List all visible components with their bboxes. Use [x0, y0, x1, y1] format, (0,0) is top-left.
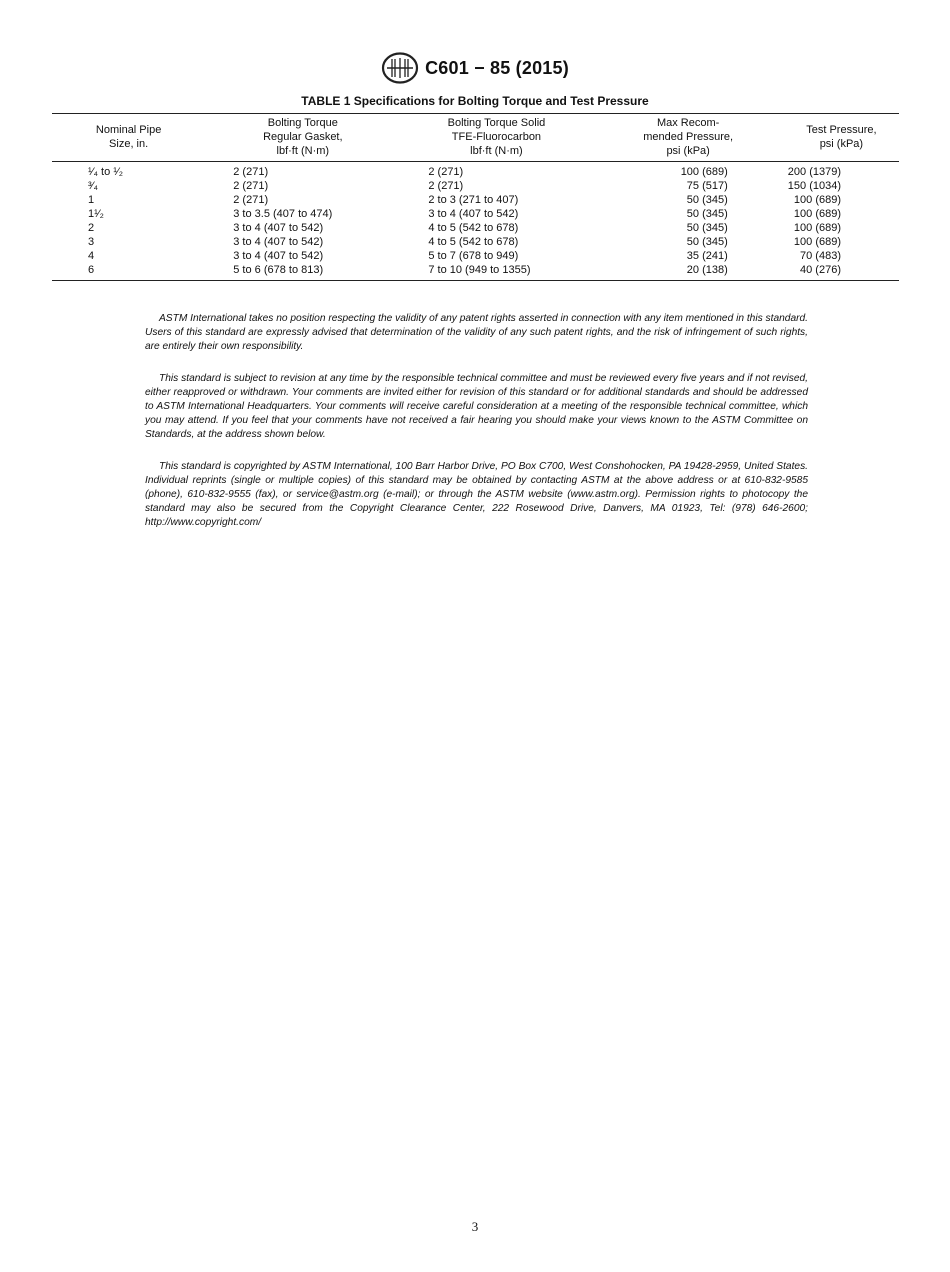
- column-header: Nominal Pipe Size, in.: [95, 124, 162, 150]
- table-row: [52, 221, 899, 235]
- table-cell: 50 (345): [686, 194, 728, 206]
- table-cell: 100 (689): [680, 166, 728, 178]
- table-cell: 40 (276): [800, 264, 841, 276]
- table-cell: 150 (1034): [787, 180, 841, 192]
- table-cell: 200 (1379): [787, 166, 841, 178]
- table-cell: 3 to 4 (407 to 542): [428, 208, 519, 220]
- table-cell: 4: [88, 250, 95, 262]
- table-cell: 4 to 5 (542 to 678): [428, 236, 519, 248]
- table-cell: ³⁄₄: [88, 180, 98, 192]
- copyright-notice: This standard is copyrighted by ASTM International, 100 Barr Harbor Drive, PO Box C700, West Conshohocken, PA 19428-2959, United States. Individual reprints (single or multiple copies) of this standard may be obtained by contacting ASTM at the above address or at 610-832-9585 (phone), 610-832-9555 (fax), or service@astm.org (e-mail); or through the ASTM website (www.astm.org). Permission rights to photocopy the standard may also be secured from the Copyright Clearance Center, 222 Rosewood Drive, Danvers, MA 01923, Tel: (978) 646-2600; http://www.copyright.com/: [145, 461, 808, 528]
- table-cell: 2 (271): [233, 180, 269, 192]
- table-cell: 4 to 5 (542 to 678): [428, 222, 519, 234]
- table-cell: 3 to 4 (407 to 542): [233, 222, 324, 234]
- table-cell: 1: [88, 194, 95, 206]
- specifications-table: [52, 113, 899, 281]
- document-designation: C601 − 85 (2015): [425, 57, 569, 78]
- astm-logo-icon: [381, 52, 419, 84]
- patent-notice: ASTM International takes no position respecting the validity of any patent rights asserted in connection with any item mentioned in this standard. Users of this standard are expressly advised that determination of the validity of any such patent rights, and the risk of infringement of such rights, are entirely their own responsibility.: [145, 313, 808, 352]
- table-cell: 1¹⁄₂: [88, 208, 104, 220]
- table-row: [52, 249, 899, 263]
- table-cell: 3 to 4 (407 to 542): [233, 250, 324, 262]
- table-cell: 35 (241): [686, 250, 728, 262]
- document-header: [0, 52, 950, 84]
- column-header: Max Recom- mended Pressure, psi (kPa): [643, 117, 734, 157]
- table-cell: 75 (517): [686, 180, 728, 192]
- table-cell: 2 (271): [428, 180, 464, 192]
- table-title: TABLE 1 Specifications for Bolting Torque and Test Pressure: [301, 94, 649, 108]
- column-header: Bolting Torque Solid TFE-Fluorocarbon lbf·ft (N·m): [447, 117, 546, 157]
- table-cell: 100 (689): [793, 194, 841, 206]
- table-cell: 6: [88, 264, 95, 276]
- table-row: [52, 162, 899, 180]
- table-cell: 20 (138): [686, 264, 728, 276]
- table-cell: 100 (689): [793, 236, 841, 248]
- table-cell: 100 (689): [793, 208, 841, 220]
- table-cell: 100 (689): [793, 222, 841, 234]
- table-row: [52, 207, 899, 221]
- table-cell: 2 (271): [233, 194, 269, 206]
- table-cell: 7 to 10 (949 to 1355): [428, 264, 531, 276]
- table-row: [52, 179, 899, 193]
- table-cell: 3: [88, 236, 95, 248]
- table-cell: 2 to 3 (271 to 407): [428, 194, 519, 206]
- column-header: Test Pressure, psi (kPa): [806, 124, 877, 150]
- table-row: [52, 193, 899, 207]
- table-row: [52, 235, 899, 249]
- table-cell: 3 to 4 (407 to 542): [233, 236, 324, 248]
- page-number: 3: [471, 1219, 479, 1234]
- table-header-row: [52, 114, 899, 162]
- table-row: [52, 263, 899, 281]
- table-cell: 2 (271): [233, 166, 269, 178]
- table-cell: 5 to 7 (678 to 949): [428, 250, 519, 262]
- table-cell: 5 to 6 (678 to 813): [233, 264, 324, 276]
- table-cell: ¹⁄₄ to ¹⁄₂: [88, 166, 124, 178]
- table-cell: 50 (345): [686, 222, 728, 234]
- revision-notice: This standard is subject to revision at any time by the responsible technical committee and must be reviewed every five years and if not revised, either reapproved or withdrawn. Your comments are invited either for revision of this standard or for additional standards and should be addressed to ASTM International Headquarters. Your comments will receive careful consideration at a meeting of the responsible technical committee, which you may attend. If you feel that your comments have not received a fair hearing you should make your views known to the ASTM Committee on Standards, at the address shown below.: [145, 373, 808, 440]
- table-cell: 70 (483): [800, 250, 841, 262]
- table-cell: 3 to 3.5 (407 to 474): [233, 208, 333, 220]
- table-cell: 50 (345): [686, 208, 728, 220]
- column-header: Bolting Torque Regular Gasket, lbf·ft (N·m): [263, 117, 343, 157]
- table-cell: 2 (271): [428, 166, 464, 178]
- legal-notices: [145, 312, 808, 548]
- table-cell: 2: [88, 222, 95, 234]
- table-cell: 50 (345): [686, 236, 728, 248]
